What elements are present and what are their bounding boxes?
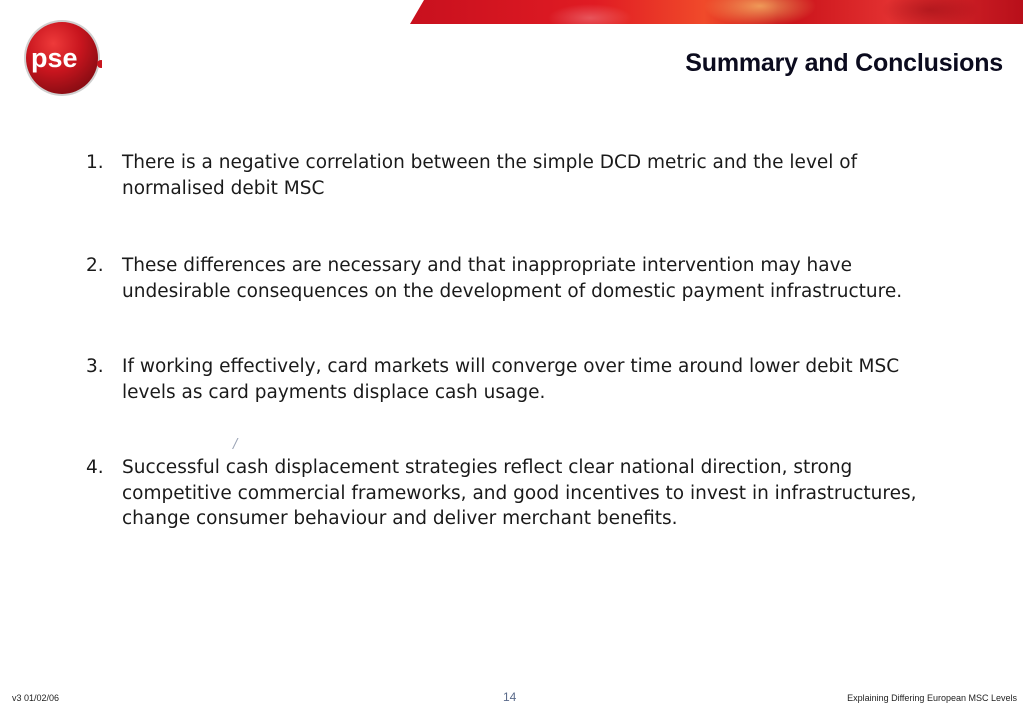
list-item: [86, 150, 956, 201]
logo-text: pse: [31, 43, 78, 73]
page-title: Summary and Conclusions: [685, 49, 1003, 77]
item-text: Successful cash displacement strategies reflect clear national direction, strong competitive commercial frameworks, and good incentives to invest in infrastructures, change consumer behaviour and deliver merchant benefits.: [122, 457, 917, 529]
header-banner: [410, 0, 1023, 24]
list-item: [86, 253, 956, 304]
item-text: These differences are necessary and that inappropriate intervention may have undesirable consequences on the development of domestic payment infrastructure.: [122, 255, 903, 302]
footer-doc-title: Explaining Differing European MSC Levels: [847, 693, 1017, 703]
pse-logo: [22, 18, 102, 98]
page-number: 14: [503, 690, 517, 704]
footer-version: v3 01/02/06: [12, 693, 60, 703]
item-number: 2.: [86, 255, 104, 276]
item-number: 3.: [86, 356, 104, 377]
item-number: 4.: [86, 457, 104, 478]
list-item: [86, 455, 956, 532]
conclusions-list: [86, 150, 956, 532]
item-number: 1.: [86, 152, 104, 173]
item-text: If working effectively, card markets will converge over time around lower debit MSC levels as card payments displace cash usage.: [122, 356, 900, 403]
item-text: There is a negative correlation between the simple DCD metric and the level of normalised debit MSC: [122, 152, 858, 199]
list-item: [86, 354, 956, 405]
stray-mark: /: [233, 437, 238, 452]
